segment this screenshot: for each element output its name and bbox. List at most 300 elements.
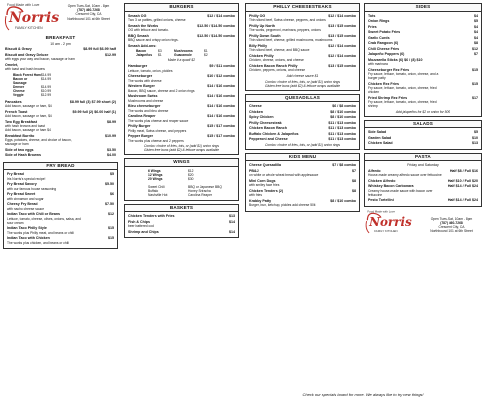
sides-section xyxy=(364,3,482,117)
column-2 xyxy=(124,3,239,241)
item-price: $13 / $15 combo xyxy=(328,33,356,38)
menu-item xyxy=(249,110,356,115)
item-price: $15 xyxy=(108,226,114,230)
item-price: $8 / $10 combo xyxy=(330,198,356,203)
wings-section xyxy=(124,158,239,201)
item-name: Pancakes xyxy=(5,99,22,104)
menu-item-row xyxy=(368,47,478,52)
item-name: Krabby Patty xyxy=(249,198,272,203)
item-name: Chicken Tenders with Fries xyxy=(128,214,175,218)
menu-item xyxy=(368,184,478,197)
item-price: $12.50 / $14.50 combo xyxy=(197,23,235,28)
item-name: Pepper Burger xyxy=(128,134,153,138)
hours-text: Open Tues-Sat, 10am - 8pm xyxy=(67,4,110,8)
item-price: $5 xyxy=(474,130,478,134)
footer-logo-block xyxy=(364,210,482,240)
item-description: The works plus cheese and reaper sauce xyxy=(128,118,189,123)
item-price: $8 / $10 combo xyxy=(330,115,356,119)
grid-cell: Jalapeños xyxy=(136,53,153,57)
menu-item-row xyxy=(249,137,356,142)
kids-items xyxy=(249,163,356,207)
item-price: $13 / $15 combo xyxy=(328,23,356,28)
grid-cell: Cheese xyxy=(13,88,25,93)
menu-item xyxy=(249,137,356,142)
pasta-days: Friday and Saturday xyxy=(407,163,439,167)
menu-item xyxy=(249,104,356,109)
grid-cell: Honey Sriracha xyxy=(188,188,211,193)
norris-logo xyxy=(3,3,60,33)
phone-number[interactable]: (787) 460-7268 xyxy=(440,220,463,225)
item-name: Cheese Quesadilla xyxy=(249,163,281,167)
menu-item xyxy=(249,169,356,178)
item-name: Garden Salad xyxy=(368,135,392,140)
menu-item-row xyxy=(128,214,235,219)
grid-cell: $10.99 xyxy=(41,88,52,93)
item-price: $12 xyxy=(472,46,478,51)
menu-item xyxy=(5,120,116,133)
item-price: Half $14 / Full $24 xyxy=(447,184,478,188)
philly-cheese-note: Add cheese sauce $1 xyxy=(286,73,319,78)
kids-title: KIDS MENU xyxy=(246,154,359,162)
menu-item xyxy=(7,202,114,211)
item-name: Side of Hash Browns xyxy=(5,153,41,157)
item-price: $4.00 xyxy=(107,153,116,157)
menu-item xyxy=(7,192,114,201)
breakfast-items xyxy=(5,47,116,71)
grid-cell: $20 xyxy=(188,172,194,177)
item-name: Sweet Potato Fries xyxy=(368,30,401,34)
item-name: Indian Taco Philly Style xyxy=(7,226,47,230)
item-name: Fish & Chips xyxy=(128,219,150,224)
menu-item xyxy=(128,64,235,73)
item-price: $8 xyxy=(474,41,478,45)
item-description: Fry sauce, lettuce, tomato, onion, cheese, and a burger patty xyxy=(368,72,439,80)
item-price: $14 / $16 combo xyxy=(207,104,235,108)
item-name: Philly Down South xyxy=(249,33,281,38)
item-name: Philly OG xyxy=(249,13,266,18)
column-3 xyxy=(245,3,360,215)
item-description: The works plus cheese and 2 peppers xyxy=(128,138,184,143)
kids-section xyxy=(245,153,360,212)
item-name: Indian Taco with Chili or Beans xyxy=(7,212,61,216)
grid-cell: 20 Wings xyxy=(148,176,163,181)
item-name: Onion Rings xyxy=(368,19,390,23)
philly-items xyxy=(249,14,356,73)
menu-item xyxy=(249,54,356,63)
logo-tagline-top: Food Made with Love xyxy=(7,3,40,7)
item-description: The works plus Philly meat, and beans or chili xyxy=(7,230,74,235)
menu-item-row xyxy=(249,115,356,120)
item-price: $7 / $8 combo xyxy=(332,163,356,167)
breakfast-title: BREAKFAST xyxy=(45,35,76,40)
item-description: Thin sliced beef, Swiss cheese, peppers, and onions xyxy=(249,18,326,22)
item-description: Add bacon, sausage or ham, $4 xyxy=(5,114,52,118)
menu-item xyxy=(368,198,478,203)
grid-cell: $1 xyxy=(204,49,208,53)
item-description: Fry sauce, lettuce, tomato, onion, cheese, fried shrimp xyxy=(368,100,437,108)
burgers-title: BURGERS xyxy=(125,4,238,12)
item-price: $8.99 full (3) $7.99 short (2) xyxy=(69,99,116,104)
item-price: $12 / $14 combo xyxy=(328,13,356,18)
item-price: $14 xyxy=(229,219,235,224)
menu-item xyxy=(7,182,114,191)
item-price: $11 / $13 combo xyxy=(328,131,356,136)
philly-note: Combo: choice of fries, tots, or (add $1) onion rings Gluten free buns (add $2) & lettuce wraps available xyxy=(265,79,340,88)
item-description: with eggs your way and bacon, sausage or ham xyxy=(5,57,75,61)
item-name: Cheese xyxy=(249,104,262,108)
item-description: The works and bleu cheese xyxy=(128,108,169,113)
item-description: Burger, bun, ketchup, pickles add cheese 50¢ xyxy=(249,203,316,207)
menu-item-row xyxy=(249,163,356,168)
menu-item xyxy=(249,163,356,168)
item-name: Spicy Chicken xyxy=(249,115,274,119)
item-name: Chicken Salad xyxy=(368,141,393,145)
item-price: $4 xyxy=(474,35,478,40)
column-4 xyxy=(364,3,482,240)
menu-item xyxy=(368,58,478,67)
item-description: OG with lettuce and tomato. xyxy=(128,28,169,32)
item-name: Philly Up North xyxy=(249,23,275,28)
item-price: $7 xyxy=(352,168,356,173)
item-price: $9.99 full (2) $6.00 half (1) xyxy=(72,109,116,114)
item-name: Chicken Alfredo xyxy=(368,178,396,183)
menu-item xyxy=(368,25,478,30)
item-description: Chicken, peppers, onions, and cheese xyxy=(249,68,306,72)
wing-flavors xyxy=(148,185,235,197)
grid-cell: Buffalo xyxy=(148,188,159,193)
item-description: Eggs, potatoes, cheese, and choice of bacon, sausage or ham xyxy=(5,138,72,146)
item-name: Cheeseburger Rez Fries xyxy=(368,67,410,72)
menu-item xyxy=(368,82,478,95)
item-name: Pepperoni and Cheese xyxy=(249,137,288,141)
item-price: $7.50 xyxy=(105,202,114,206)
sides-note: Add jalapeños for $2 or onion for 50¢ xyxy=(395,109,451,114)
item-price: $8 xyxy=(352,188,356,193)
grid-cell: Black Forest Ham xyxy=(13,72,41,77)
menu-item xyxy=(7,212,114,225)
menu-item xyxy=(368,41,478,46)
quesadilla-items xyxy=(249,104,356,142)
column-1 xyxy=(3,3,118,252)
grid-cell: Carolina Reaper xyxy=(188,192,213,197)
logo-tagline-bottom: FAMILY KITCHEN xyxy=(15,26,43,30)
menu-item xyxy=(5,110,116,119)
menu-item xyxy=(249,24,356,33)
menu-item xyxy=(128,44,235,49)
menu-item xyxy=(249,64,356,73)
item-description: The works plus chicken, and beans or chili xyxy=(7,240,69,245)
item-price: $7 xyxy=(474,52,478,56)
item-price: $5.50 xyxy=(105,182,114,186)
item-price: $12 xyxy=(108,212,114,216)
item-name: Hamburger xyxy=(128,64,148,68)
grid-cell: $2 xyxy=(204,53,208,57)
menu-item xyxy=(5,134,116,147)
item-name: Mushroom Swiss xyxy=(128,94,158,98)
menu-item-row xyxy=(249,104,356,109)
menu-item-row xyxy=(368,136,478,141)
city-text: Crescent City, CA xyxy=(75,12,102,17)
item-description: with fries xyxy=(249,193,263,197)
item-price: $11 / $13 combo xyxy=(328,137,356,141)
item-price: $12 / $14 combo xyxy=(207,13,235,18)
grid-cell: $14.99 xyxy=(41,76,52,81)
grid-cell: 12 Wings xyxy=(148,172,163,177)
burgers-section xyxy=(124,3,239,155)
grid-cell: $12.99 xyxy=(41,92,52,97)
item-price: $10 / $12 combo xyxy=(207,74,235,78)
item-price: $4 xyxy=(474,24,478,29)
menu-item-row xyxy=(368,30,478,35)
menu-item xyxy=(128,14,235,23)
item-price: $12.50 / $14.50 combo xyxy=(197,33,235,38)
item-price: $4 xyxy=(474,30,478,34)
menu-item xyxy=(128,104,235,113)
item-description: with hash browns and toast Add bacon, sausage or ham $4 xyxy=(5,124,51,132)
item-name: Side of two eggs xyxy=(5,147,34,152)
grid-cell: Bacon or Sausage xyxy=(13,76,28,85)
menu-item xyxy=(128,84,235,93)
item-description: The works with cheese xyxy=(128,78,162,83)
pasta-title: PASTA xyxy=(365,154,481,162)
menu-item xyxy=(128,220,235,229)
menu-item-row xyxy=(368,130,478,135)
omelet-list xyxy=(13,73,116,97)
item-name: Chicken Bacon Ranch Philly xyxy=(249,63,298,68)
menu-item xyxy=(368,169,478,178)
item-name: Pesto Tortellini xyxy=(368,198,394,202)
item-description: BBQ sauce and crispy onion rings. xyxy=(128,38,179,42)
item-name: Fry Bread Savory xyxy=(7,182,37,186)
addons-note: Make it a quad! $2 xyxy=(167,58,196,62)
item-price: $15 xyxy=(108,236,114,240)
item-description: with cinnamon and sugar xyxy=(7,196,44,201)
item-description: Lettuce, tomato, cheese, olives, onions, salsa, and sour cream xyxy=(7,216,81,225)
item-description: Thin sliced beef, cheese, and BBQ sauce xyxy=(249,48,310,52)
item-name: Whiskey Bacon Carbonara xyxy=(368,184,414,188)
menu-item xyxy=(249,115,356,120)
item-name: Smash the Works xyxy=(128,23,159,28)
item-price: $11 / $13 combo xyxy=(328,126,356,130)
item-description: Thin sliced beef, cheese, grilled mushrooms, mushrooms xyxy=(249,38,333,42)
item-price: $15 xyxy=(472,81,478,86)
basket-items xyxy=(128,214,235,234)
item-name: Smash OG xyxy=(128,13,147,18)
item-price: $13 xyxy=(229,214,235,218)
menu-item xyxy=(368,96,478,109)
item-price: $8 / $10 combo xyxy=(330,109,356,114)
item-description: Creamy house-made sauce with bacon over fettuccine xyxy=(368,188,433,197)
item-name: Smash Add-ons: xyxy=(128,43,157,48)
item-price: $8.99 full $6.99 half xyxy=(83,47,116,51)
item-description: Mushrooms and cheese xyxy=(128,98,164,103)
menu-item-row xyxy=(128,230,235,235)
menu-item xyxy=(249,179,356,188)
logo-name: Norris xyxy=(369,215,412,230)
item-name: Shrimp and Chips xyxy=(128,229,159,234)
menu-item xyxy=(249,126,356,131)
menu-item-row xyxy=(368,41,478,46)
grid-cell: $14.99 xyxy=(41,72,52,77)
item-price: Half $14 / Full $24 xyxy=(447,198,478,202)
item-price: $15 xyxy=(472,67,478,72)
item-description: beer battered cod xyxy=(128,224,154,228)
wing-sizes xyxy=(148,169,235,181)
footer-tagline: Check our specials board for more. We always like to try new things! xyxy=(302,392,424,397)
menu-item-row xyxy=(368,36,478,41)
item-name: Carolina Reaper xyxy=(128,114,156,118)
item-price: $10 xyxy=(472,135,478,140)
item-name: Bleu cheeseburger xyxy=(128,104,161,108)
item-name: Two Egg Breakfast xyxy=(5,119,38,124)
menu-item xyxy=(7,226,114,235)
logo-name: Norris xyxy=(9,10,60,26)
item-name: Chicken Philly xyxy=(249,53,274,58)
menu-item xyxy=(128,134,235,143)
menu-item-row xyxy=(249,110,356,115)
baskets-section xyxy=(124,204,239,239)
grid-cell: $14.99 xyxy=(41,84,52,89)
grid-cell: $3 xyxy=(158,49,162,53)
item-description: Add bacon, sausage or ham, $4 xyxy=(5,104,52,108)
item-name: Mozzarella Sticks (6) $6 / (8) $10 xyxy=(368,57,423,62)
grid-cell: Guacamole xyxy=(174,53,192,57)
philly-title: PHILLY CHEESESTEAKS xyxy=(246,4,359,12)
grid-cell: Veggie xyxy=(13,92,24,97)
menu-item-row xyxy=(368,19,478,24)
item-price: $9 / $11 combo xyxy=(209,64,235,68)
quesadillas-section xyxy=(245,94,360,150)
item-name: Biscuit and Gravy Deluxe xyxy=(5,52,49,57)
frybread-title: FRY BREAD xyxy=(4,163,117,171)
item-description: with toast and hash browns xyxy=(5,67,45,71)
menu-item xyxy=(128,230,235,235)
menu-item xyxy=(368,36,478,41)
item-name: Fry Bread Sweet xyxy=(7,192,36,196)
menu-item xyxy=(5,53,116,62)
item-price: $5 xyxy=(474,19,478,23)
breakfast-hours: 10 am - 2 pm xyxy=(50,41,71,46)
item-price: $14 / $16 combo xyxy=(207,94,235,98)
menu-item xyxy=(5,63,116,72)
item-price: $14 / $16 combo xyxy=(207,84,235,88)
item-name: Fries xyxy=(368,24,377,29)
item-name: Side Salad xyxy=(368,130,387,134)
quesadillas-title: QUESADILLAS xyxy=(246,95,359,103)
item-name: Alfredo xyxy=(368,168,381,173)
menu-item xyxy=(368,141,478,146)
item-name: Biscuit & Gravy xyxy=(5,47,32,51)
item-price: $15 / $17 combo xyxy=(207,134,235,138)
grid-cell: BBQ or Japanese BBQ xyxy=(188,184,222,189)
item-name: BBQ Smash xyxy=(128,33,149,38)
menu-item xyxy=(5,100,116,109)
item-description: on white or whole wheat bread with applesauce xyxy=(249,173,319,177)
menu-item xyxy=(128,74,235,83)
burger-items xyxy=(128,14,235,49)
item-description: Chicken, cheese, onions, and cheese xyxy=(249,58,304,62)
item-price: $12 / $14 combo xyxy=(328,43,356,48)
breakfast-items-2 xyxy=(5,100,116,158)
menu-item xyxy=(5,148,116,153)
item-description: with our famous house seasoning xyxy=(7,186,57,191)
item-name: Cheesy Fry Bread xyxy=(7,202,38,206)
menu-item xyxy=(5,47,116,52)
item-description: with smiley face fries xyxy=(249,183,280,187)
menu-item xyxy=(249,121,356,126)
item-price: $17 xyxy=(472,95,478,100)
menu-item xyxy=(5,153,116,158)
menu-item xyxy=(368,47,478,52)
item-name: Fry Bread xyxy=(7,172,24,176)
item-name: Chicken xyxy=(249,109,263,114)
item-name: Philly Cheesesteak xyxy=(249,120,282,125)
item-name: Billy Philly xyxy=(249,43,268,48)
menu-item xyxy=(128,214,235,219)
item-name: Garlic Curds xyxy=(368,35,390,40)
menu-item-row xyxy=(5,47,116,52)
item-price: $6 / $8 combo xyxy=(332,104,356,108)
item-price: Half $8 / Full $16 xyxy=(449,168,478,173)
city-text: Crescent City, CA xyxy=(438,225,465,229)
item-name: Chicken Rez Fries xyxy=(368,81,399,86)
menu-item-row xyxy=(249,126,356,131)
salad-items xyxy=(368,130,478,146)
menu-item-row xyxy=(368,14,478,19)
item-description: Philly meat, Swiss cheese, and peppers xyxy=(128,128,187,133)
menu-item xyxy=(128,94,235,103)
item-name: Buffalo Chicken & Jalapeños xyxy=(249,131,299,136)
menu-item xyxy=(249,34,356,43)
item-description: Lettuce, tomato, onion, pickles xyxy=(128,68,173,73)
item-price: $3.50 xyxy=(107,147,116,152)
item-price: $10.99 xyxy=(105,133,116,138)
side-items xyxy=(368,14,478,109)
item-name: Omelet, xyxy=(5,62,19,67)
menu-item-row xyxy=(5,148,116,153)
menu-item-row xyxy=(368,25,478,30)
item-name: Chicken Tenders (2) xyxy=(249,188,284,193)
menu-item-row xyxy=(128,44,235,49)
item-name: Fried Shrimp Rez Fries xyxy=(368,95,408,100)
item-price: $13 xyxy=(472,141,478,145)
phone-number[interactable]: (787) 460-7268 xyxy=(77,8,100,13)
item-description: with nacho cheese sauce xyxy=(7,206,45,211)
item-price: $14 xyxy=(229,229,235,234)
item-price: $13 / $15 combo xyxy=(328,63,356,68)
menu-item-row xyxy=(5,153,116,158)
item-description: Fry sauce, lettuce, tomato, onion, cheese, fried chicken xyxy=(368,86,437,94)
burger-addons xyxy=(136,49,235,57)
grid-cell: $12 xyxy=(188,168,194,173)
menu-item xyxy=(368,130,478,135)
pasta-items xyxy=(368,169,478,203)
item-name: Western Burger xyxy=(128,84,155,88)
item-price: $11 / $13 combo xyxy=(328,120,356,125)
item-description: with marinara xyxy=(368,62,388,66)
item-price: $4 xyxy=(474,13,478,18)
menu-item xyxy=(368,52,478,57)
grid-cell: Nashville Hot xyxy=(148,192,168,197)
salads-title: SALADS xyxy=(365,121,481,129)
item-name: Breakfast Burrito xyxy=(5,133,35,138)
menu-item-row xyxy=(249,132,356,137)
breakfast-section xyxy=(3,35,118,158)
menu-item-row xyxy=(368,198,478,203)
item-description: Iris Norris's special recipe! xyxy=(7,176,46,181)
restaurant-info xyxy=(59,3,118,21)
frybread-section xyxy=(3,162,118,250)
